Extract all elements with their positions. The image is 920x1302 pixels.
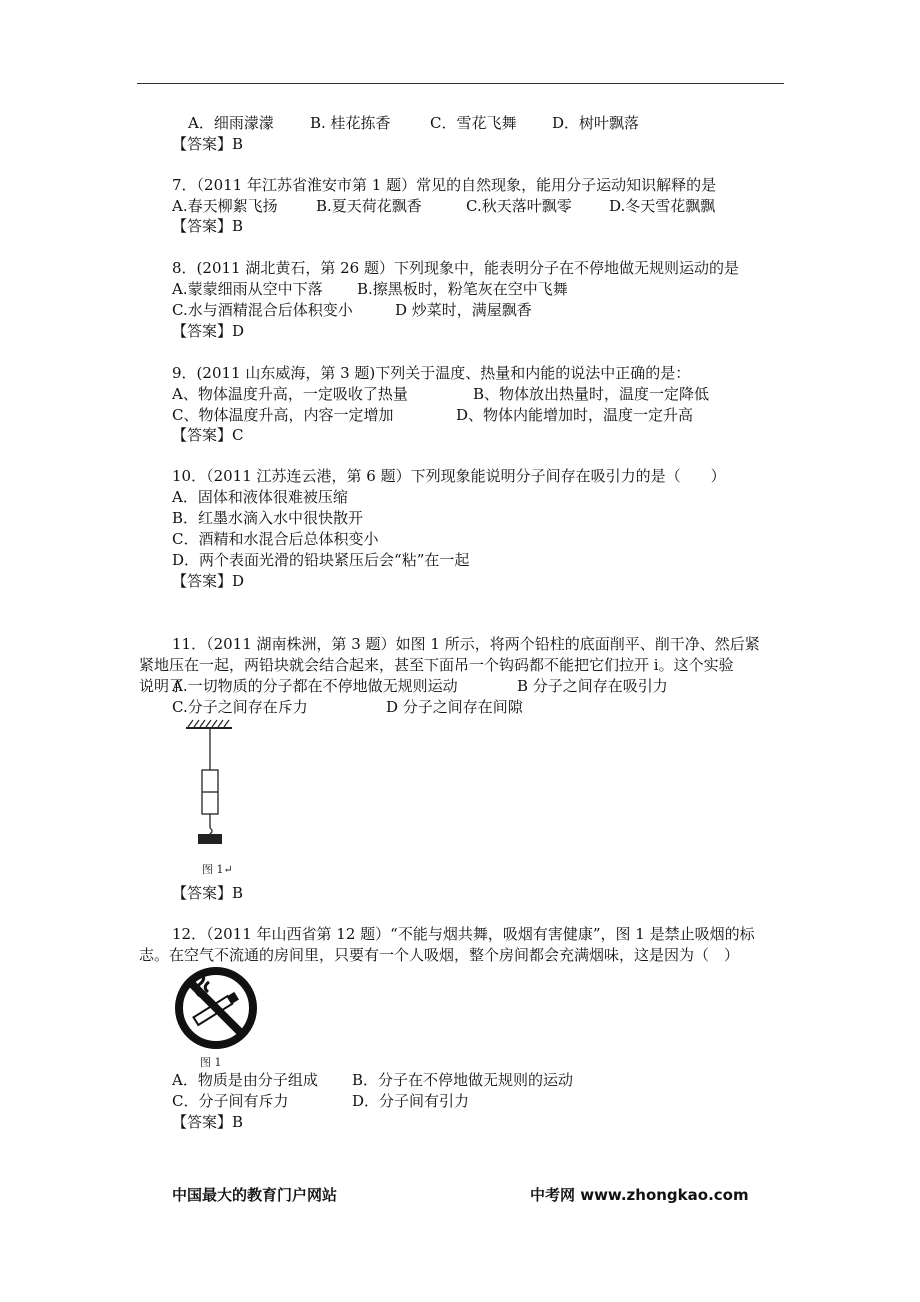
q7-option-a: A.春天柳絮飞扬	[172, 197, 278, 215]
q10-answer: 【答案】D	[172, 572, 245, 590]
q9-answer: 【答案】C	[172, 426, 244, 444]
footer-site-slogan: 中国最大的教育门户网站	[172, 1186, 338, 1204]
no-smoking-icon	[170, 966, 262, 1054]
q12-option-d: D．分子间有引力	[352, 1092, 470, 1110]
q10-stem: 10．（2011 江苏连云港，第 6 题）下列现象能说明分子间存在吸引力的是（ ）	[172, 467, 726, 485]
q8-option-d: D 炒菜时，满屋飘香	[395, 301, 532, 319]
q7-stem: 7．（2011 年江苏省淮安市第 1 题）常见的自然现象，能用分子运动知识解释的是	[172, 176, 717, 194]
q9-stem: 9．(2011 山东威海，第 3 题)下列关于温度、热量和内能的说法中正确的是：	[172, 364, 691, 382]
q8-answer: 【答案】D	[172, 322, 245, 340]
q11-option-d: D 分子之间存在间隙	[386, 698, 523, 716]
q10-option-a: A．固体和液体很难被压缩	[172, 488, 348, 506]
footer-site-link[interactable]: 中考网 www.zhongkao.com	[530, 1186, 749, 1204]
header-rule	[137, 83, 784, 84]
q11-option-c: C.分子之间存在斥力	[172, 698, 308, 716]
q9-option-b: B、物体放出热量时，温度一定降低	[473, 385, 710, 403]
no-smoking-figure	[170, 966, 262, 1068]
q11-stem-line1: 11．（2011 湖南株洲，第 3 题）如图 1 所示，将两个铅柱的底面削平、削干净、然后紧	[172, 635, 760, 653]
q7-answer: 【答案】B	[172, 217, 244, 235]
q10-option-b: B．红墨水滴入水中很快散开	[172, 509, 364, 527]
q12-stem-line2: 志。在空气不流通的房间里，只要有一个人吸烟，整个房间都会充满烟味，这是因为（ ）	[139, 946, 740, 964]
q7-option-b: B.夏天荷花飘香	[316, 197, 422, 215]
q11-answer: 【答案】B	[172, 884, 244, 902]
q10-option-d: D．两个表面光滑的铅块紧压后会“粘”在一起	[172, 551, 470, 569]
q11-figure-caption: 图 1↵	[202, 863, 233, 876]
q12-option-b: B．分子在不停地做无规则的运动	[352, 1071, 574, 1089]
q11-stem-line3: 说明了	[139, 677, 185, 695]
q9-option-c: C、物体温度升高，内容一定增加	[172, 406, 394, 424]
q6-option-c: C．雪花飞舞	[430, 114, 517, 132]
q12-figure-caption: 图 1	[200, 1056, 222, 1069]
q7-option-c: C.秋天落叶飘零	[466, 197, 572, 215]
q9-option-d: D、物体内能增加时，温度一定升高	[456, 406, 694, 424]
lead-cylinder-figure	[172, 716, 252, 880]
q11-option-b: B 分子之间存在吸引力	[517, 677, 668, 695]
q6-option-a: A．细雨濛濛	[188, 114, 274, 132]
q8-option-b: B.擦黑板时，粉笔灰在空中飞舞	[357, 280, 568, 298]
q9-option-a: A、物体温度升高，一定吸收了热量	[172, 385, 408, 403]
q7-option-d: D.冬天雪花飘飘	[609, 197, 716, 215]
q6-option-d: D．树叶飘落	[552, 114, 640, 132]
q8-option-c: C.水与酒精混合后体积变小	[172, 301, 353, 319]
q12-answer: 【答案】B	[172, 1113, 244, 1131]
q8-stem: 8．(2011 湖北黄石，第 26 题）下列现象中，能表明分子在不停地做无规则运动的是	[172, 259, 739, 277]
q11-option-a: A.一切物质的分子都在不停地做无规则运动	[172, 677, 458, 695]
q8-option-a: A.蒙蒙细雨从空中下落	[172, 280, 323, 298]
q10-option-c: C．酒精和水混合后总体积变小	[172, 530, 379, 548]
q12-stem-line1: 12．（2011 年山西省第 12 题）“不能与烟共舞，吸烟有害健康”，图 1 是禁止吸烟的标	[172, 925, 755, 943]
q12-option-a: A．物质是由分子组成	[172, 1071, 318, 1089]
q6-answer: 【答案】B	[172, 135, 244, 153]
hanging-lead-cylinders-diagram	[172, 716, 252, 880]
q12-option-c: C．分子间有斥力	[172, 1092, 289, 1110]
q6-option-b: B. 桂花拣香	[310, 114, 391, 132]
q11-stem-line2: 紧地压在一起，两铅块就会结合起来，甚至下面吊一个钩码都不能把它们拉开 i。这个实验	[139, 656, 734, 674]
